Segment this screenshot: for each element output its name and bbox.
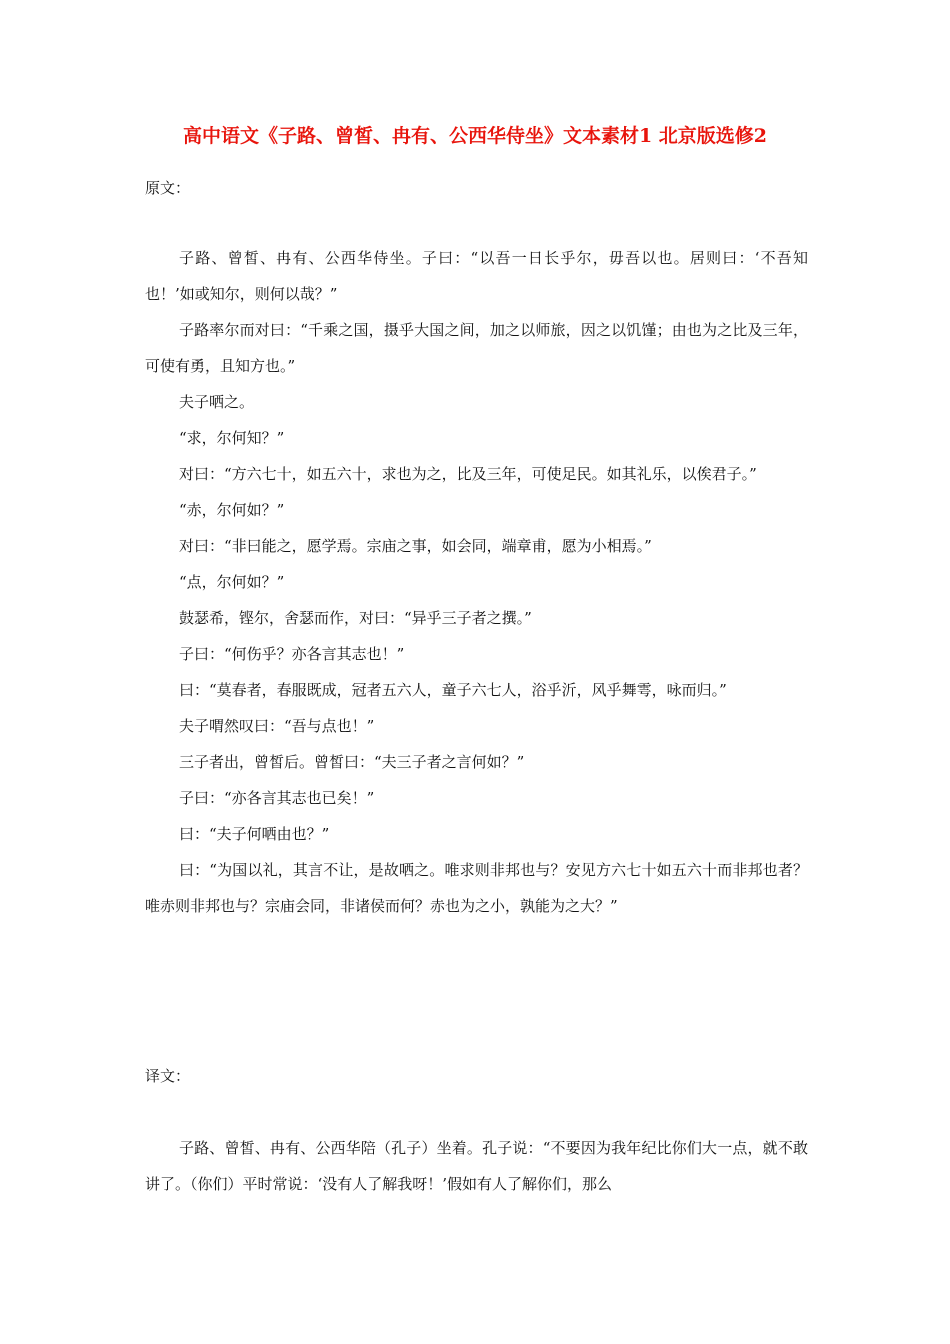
original-paragraph: 曰：“莫春者，春服既成，冠者五六人，童子六七人，浴乎沂，风乎舞雩，咏而归。” — [179, 681, 727, 699]
original-paragraph: 子路率尔而对曰：“千乘之国，摄乎大国之间，加之以师旅，因之以饥馑；由也为之比及三年，可使有勇，且知方也。” — [145, 321, 808, 375]
original-paragraph: 夫子喟然叹曰：“吾与点也！” — [179, 717, 375, 735]
original-paragraph: “赤，尔何如？” — [179, 501, 285, 519]
original-paragraph: “求，尔何知？” — [179, 429, 285, 447]
original-paragraph: 三子者出，曾皙后。曾皙曰：“夫三子者之言何如？” — [179, 753, 525, 771]
translation-paragraph: 子路、曾皙、冉有、公西华陪（孔子）坐着。孔子说：“不要因为我年纪比你们大一点，就不敢讲了。（你们）平时常说：‘没有人了解我呀！’假如有人了解你们，那么 — [145, 1139, 808, 1193]
original-paragraph: 曰：“为国以礼，其言不让，是故哂之。唯求则非邦也与？安见方六七十如五六十而非邦也者？唯赤则非邦也与？宗庙会同，非诸侯而何？赤也为之小，孰能为之大？” — [145, 861, 808, 915]
document-title: 高中语文《子路、曾皙、冉有、公西华侍坐》文本素材1 北京版选修2 — [182, 125, 768, 147]
original-paragraph: 夫子哂之。 — [179, 393, 255, 411]
original-paragraph: “点，尔何如？” — [179, 573, 285, 591]
original-paragraph: 对曰：“方六七十，如五六十，求也为之，比及三年，可使足民。如其礼乐，以俟君子。” — [179, 465, 757, 483]
translation-body — [145, 1130, 808, 1202]
original-paragraph: 子曰：“何伤乎？亦各言其志也！” — [179, 645, 405, 663]
translation-label: 译文： — [145, 1067, 191, 1085]
original-paragraph: 鼓瑟希，铿尔，舍瑟而作，对曰：“异乎三子者之撰。” — [179, 609, 532, 627]
original-paragraph: 对曰：“非曰能之，愿学焉。宗庙之事，如会同，端章甫，愿为小相焉。” — [179, 537, 652, 555]
original-text-label: 原文： — [145, 179, 191, 197]
original-paragraph: 子路、曾皙、冉有、公西华侍坐。子曰：“以吾一日长乎尔，毋吾以也。居则曰：‘不吾知也！’如或知尔，则何以哉？” — [145, 249, 808, 303]
original-text-body — [145, 240, 808, 924]
original-paragraph: 子曰：“亦各言其志也已矣！” — [179, 789, 375, 807]
original-paragraph: 曰：“夫子何哂由也？” — [179, 825, 330, 843]
